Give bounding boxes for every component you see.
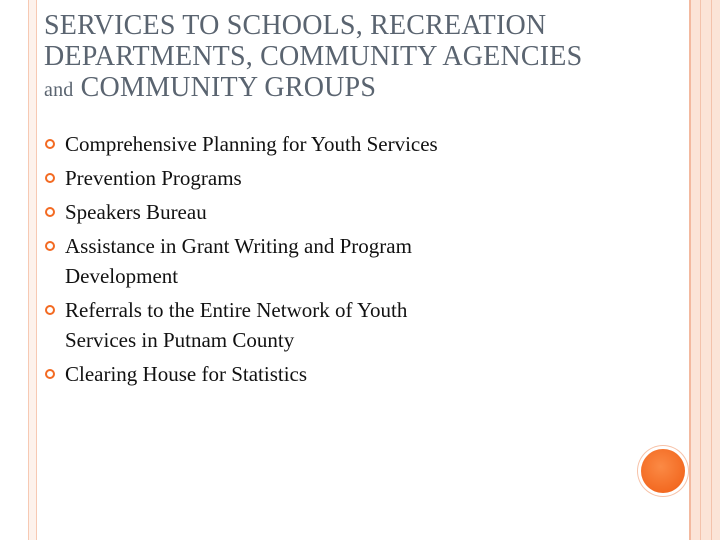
list-item [44,197,604,227]
right-frame-line [711,0,712,540]
right-frame-line [689,0,691,540]
list-item [44,129,604,159]
title-line-3: COMMUNITY GROUPS [73,72,377,103]
bullet-text: Assistance in Grant Writing and Program [65,234,412,258]
orange-circle-icon [641,449,685,493]
bullet-text: Referrals to the Entire Network of Youth [65,298,408,322]
list-item [44,231,604,291]
right-frame-line [700,0,701,540]
right-frame-band [689,0,720,540]
title-line-2: DEPARTMENTS, COMMUNITY AGENCIES [44,41,583,72]
title-and: and [44,79,74,101]
orange-circle-bullet-icon [45,139,55,149]
bullet-text-continued: Development [65,264,179,288]
bullet-text: Comprehensive Planning for Youth Services [65,132,438,156]
orange-circle-bullet-icon [45,241,55,251]
bullet-text: Clearing House for Statistics [65,362,308,386]
list-item [44,359,604,389]
left-frame-border [28,0,37,540]
orange-circle-bullet-icon [45,369,55,379]
orange-circle-bullet-icon [45,207,55,217]
orange-circle-bullet-icon [45,173,55,183]
orange-circle-bullet-icon [45,305,55,315]
list-item [44,295,604,355]
title-line-1: SERVICES TO SCHOOLS, RECREATION [44,10,547,41]
bullet-text: Prevention Programs [65,166,242,190]
list-item [44,163,604,193]
bullet-text-continued: Services in Putnam County [65,328,295,352]
slide-title [44,10,674,106]
bullet-list [44,129,604,393]
bullet-text: Speakers Bureau [65,200,207,224]
